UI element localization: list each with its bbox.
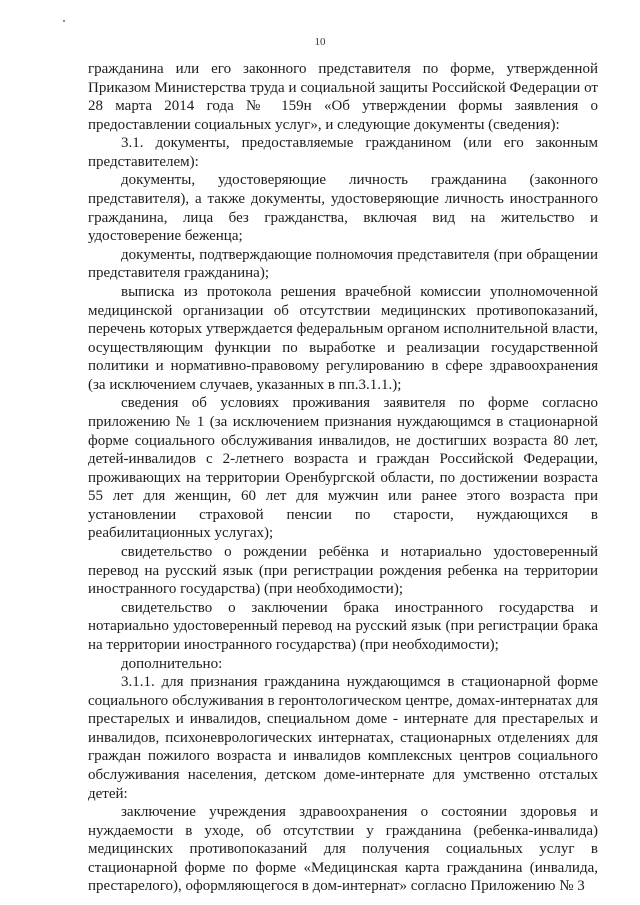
paragraph: свидетельство о рождении ребёнка и нотариально удостоверенный перевод на русский язык (при регистрации рождения ребенка на территории иностранного государства) (при необходимости); bbox=[88, 544, 598, 598]
paragraph: выписка из протокола решения врачебной комиссии уполномоченной медицинской организации об отсутствии медицинских противопоказаний, перечень которых утверждается федеральным органом исполнительной власти, осуществляющим функции по выработке и реализации государственной политики и нормативно-правовому регулированию в сфере здравоохранения (за исключением случаев, указанных в пп.3.1.1.); bbox=[88, 283, 598, 393]
paragraph: 3.1.1. для признания гражданина нуждающимся в стационарной форме социального обслуживания в геронтологическом центре, домах-интернатах для престарелых и инвалидов, специальном доме - интернате для престарелых и инвалидов, психоневрологических интернатах, стационарных отделениях для граждан пожилого возраста и инвалидов комплексных центров социального обслуживания населения, детском доме-интернате для умственно отсталых детей: bbox=[88, 674, 598, 802]
paragraph: 3.1. документы, предоставляемые гражданином (или его законным представителем): bbox=[88, 135, 598, 170]
paragraph: гражданина или его законного представителя по форме, утвержденной Приказом Министерства труда и социальной защиты Российской Федерации от 28 марта 2014 года № 159н «Об утверждении формы заявления о предоставлении социальных услуг», и следующие документы (сведения): bbox=[88, 61, 598, 133]
paragraph: дополнительно: bbox=[121, 655, 223, 672]
paragraph: свидетельство о заключении брака иностранного государства и нотариально удостоверенный перевод на русский язык (при регистрации брака на территории иностранного государства) (при необходимости); bbox=[88, 599, 598, 653]
paragraph: заключение учреждения здравоохранения о состоянии здоровья и нуждаемости в уходе, об отсутствии у гражданина (ребенка-инвалида) медицинских противопоказаний для получения социальных услуг в стационарной форме по форме «Медицинская карта гражданина (инвалида, престарелого), оформляющегося в дом-интернат» согласно Приложению № 3 bbox=[88, 804, 598, 895]
document-body bbox=[88, 60, 598, 896]
paragraph: документы, подтверждающие полномочия представителя (при обращении представителя гражданина); bbox=[88, 246, 598, 282]
paragraph: документы, удостоверяющие личность гражданина (законного представителя), а также документы, удостоверяющие личность иностранного гражданина, лица без гражданства, включая вид на жительство и удостоверение беженца; bbox=[88, 172, 598, 245]
page-number: 10 bbox=[314, 36, 326, 48]
paragraph: сведения об условиях проживания заявителя по форме согласно приложению № 1 (за исключением признания нуждающимся в стационарной форме социального обслуживания инвалидов, не достигших возраста 80 лет, детей-инвалидов с 2-летнего возраста и граждан Российской Федерации, проживающих на территории Оренбургской области, по достижении возраста 55 лет для женщин, 60 лет для мужчин или ранее этого возраста при установлении страховой пенсии по старости, нуждающихся в реабилитационных услугах); bbox=[88, 395, 598, 542]
scan-speck bbox=[63, 20, 65, 22]
